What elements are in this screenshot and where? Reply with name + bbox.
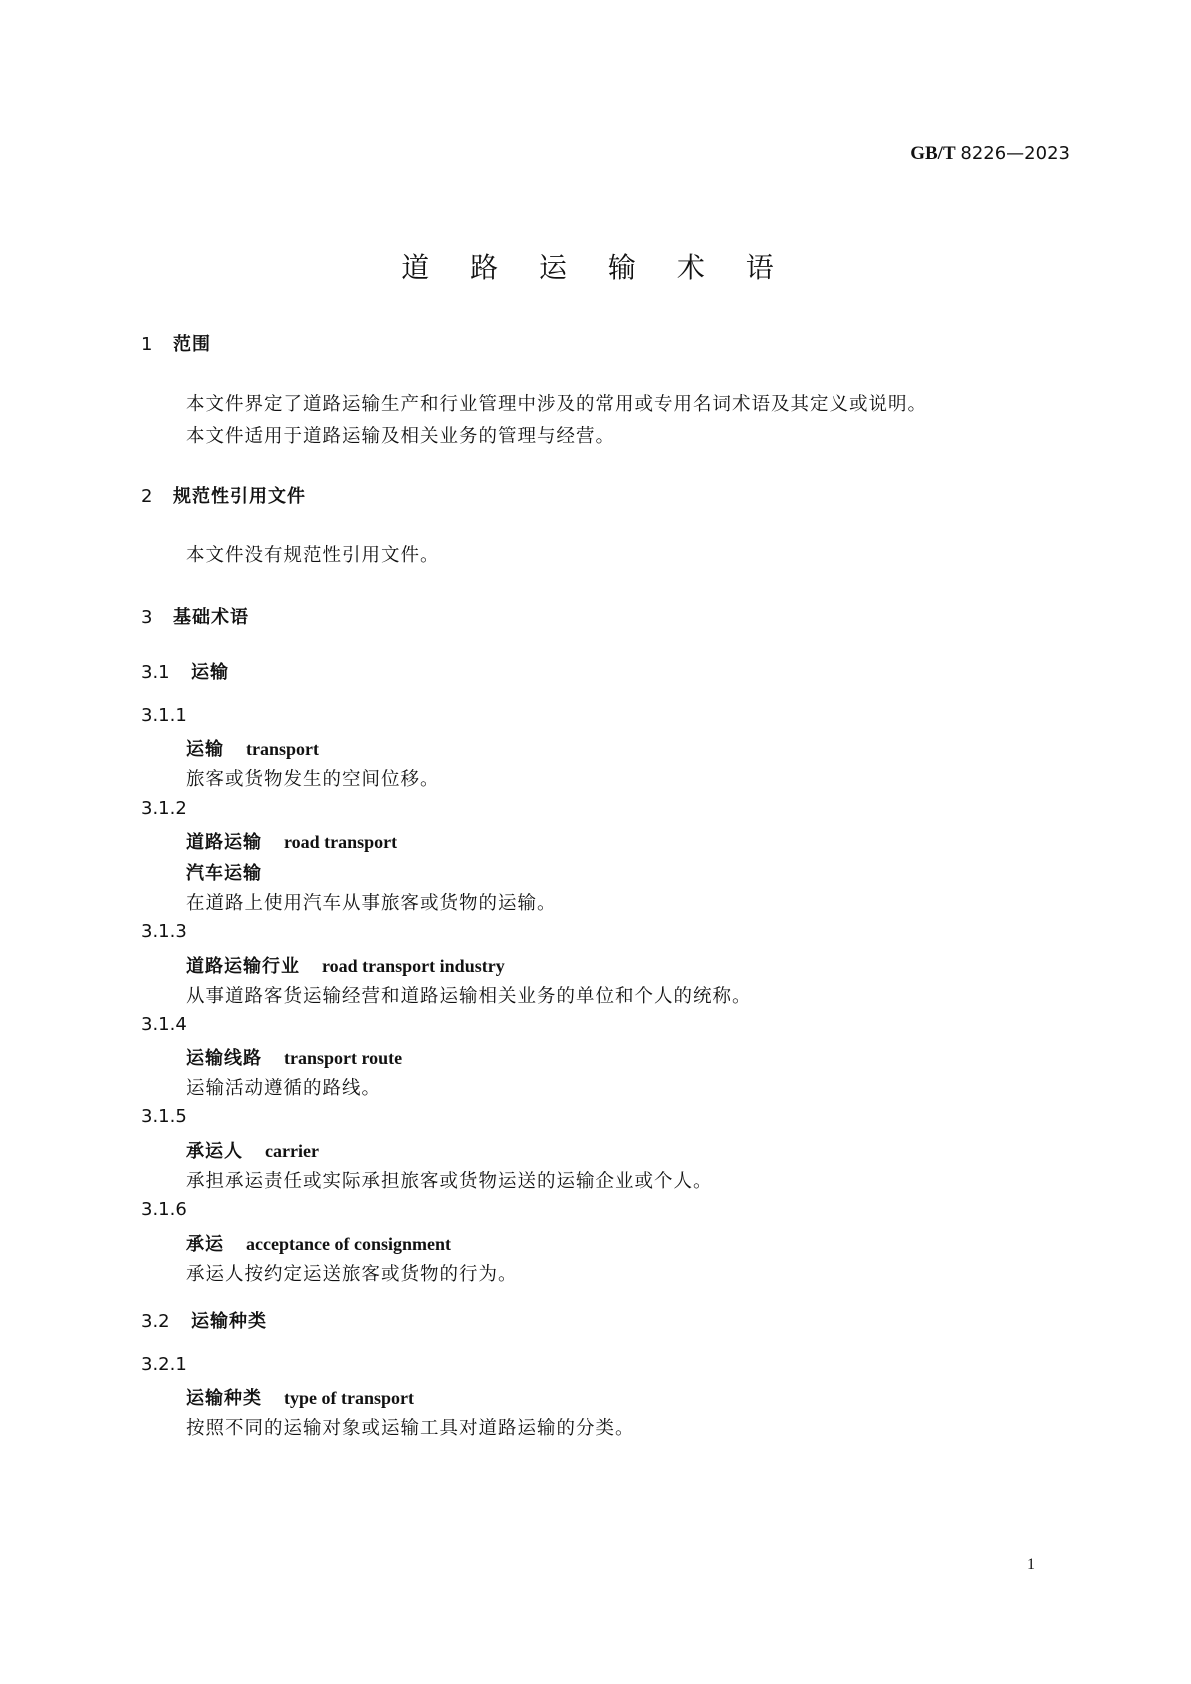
subsection-heading [141, 658, 229, 684]
standard-code-prefix: GB/T [910, 143, 956, 164]
term-number: 3.1.6 [141, 1199, 187, 1220]
subsection-number: 3.2 [141, 1311, 170, 1332]
term-zh: 运输线路 [186, 1048, 262, 1069]
subsection-title: 运输种类 [191, 1311, 267, 1332]
term-entry [186, 952, 505, 978]
term-zh: 运输 [186, 739, 224, 760]
term-en: transport [246, 739, 319, 759]
term-zh: 运输种类 [186, 1388, 262, 1409]
term-zh: 道路运输行业 [186, 956, 300, 977]
term-zh: 道路运输 [186, 832, 262, 853]
term-en: carrier [265, 1141, 319, 1161]
subsection-title: 运输 [191, 662, 229, 683]
subsection-number: 3.1 [141, 662, 170, 683]
page-number: 1 [1027, 1556, 1035, 1573]
term-number: 3.2.1 [141, 1354, 187, 1375]
term-zh: 承运人 [186, 1141, 243, 1162]
term-entry [186, 735, 319, 761]
term-en: road transport industry [322, 956, 505, 976]
term-definition: 承运人按约定运送旅客或货物的行为。 [186, 1264, 518, 1285]
subsection-heading [141, 1307, 267, 1333]
section-title: 基础术语 [173, 607, 249, 628]
paragraph: 本文件适用于道路运输及相关业务的管理与经营。 [186, 426, 616, 447]
section-number: 3 [141, 607, 153, 628]
term-number: 3.1.3 [141, 921, 187, 942]
standard-code [910, 143, 1070, 165]
term-definition: 旅客或货物发生的空间位移。 [186, 769, 440, 790]
term-en: acceptance of consignment [246, 1234, 451, 1254]
standard-code-number: 8226—2023 [960, 143, 1070, 164]
term-entry [186, 1230, 451, 1256]
paragraph: 本文件界定了道路运输生产和行业管理中涉及的常用或专用名词术语及其定义或说明。 [186, 394, 928, 415]
term-number: 3.1.5 [141, 1106, 187, 1127]
paragraph: 本文件没有规范性引用文件。 [186, 545, 440, 566]
term-entry [186, 1137, 319, 1163]
term-en: transport route [284, 1048, 403, 1068]
section-heading [141, 330, 211, 356]
section-number: 2 [141, 486, 153, 507]
section-number: 1 [141, 334, 153, 355]
term-number: 3.1.2 [141, 798, 187, 819]
term-synonym-zh: 汽车运输 [186, 863, 262, 884]
section-title: 范围 [173, 334, 211, 355]
term-definition: 运输活动遵循的路线。 [186, 1078, 382, 1099]
section-heading [141, 603, 249, 629]
document-title: 道 路 运 输 术 语 [401, 251, 790, 284]
term-en: type of transport [284, 1388, 414, 1408]
term-en: road transport [284, 832, 398, 852]
term-number: 3.1.1 [141, 705, 187, 726]
term-definition: 按照不同的运输对象或运输工具对道路运输的分类。 [186, 1418, 635, 1439]
term-entry [186, 828, 397, 854]
term-definition: 承担承运责任或实际承担旅客或货物运送的运输企业或个人。 [186, 1171, 713, 1192]
term-zh: 承运 [186, 1234, 224, 1255]
section-heading [141, 482, 306, 508]
term-definition: 从事道路客货运输经营和道路运输相关业务的单位和个人的统称。 [186, 986, 752, 1007]
term-number: 3.1.4 [141, 1014, 187, 1035]
term-entry [186, 1044, 402, 1070]
term-synonym [186, 859, 262, 885]
term-entry [186, 1384, 414, 1410]
section-title: 规范性引用文件 [173, 486, 306, 507]
term-definition: 在道路上使用汽车从事旅客或货物的运输。 [186, 893, 557, 914]
